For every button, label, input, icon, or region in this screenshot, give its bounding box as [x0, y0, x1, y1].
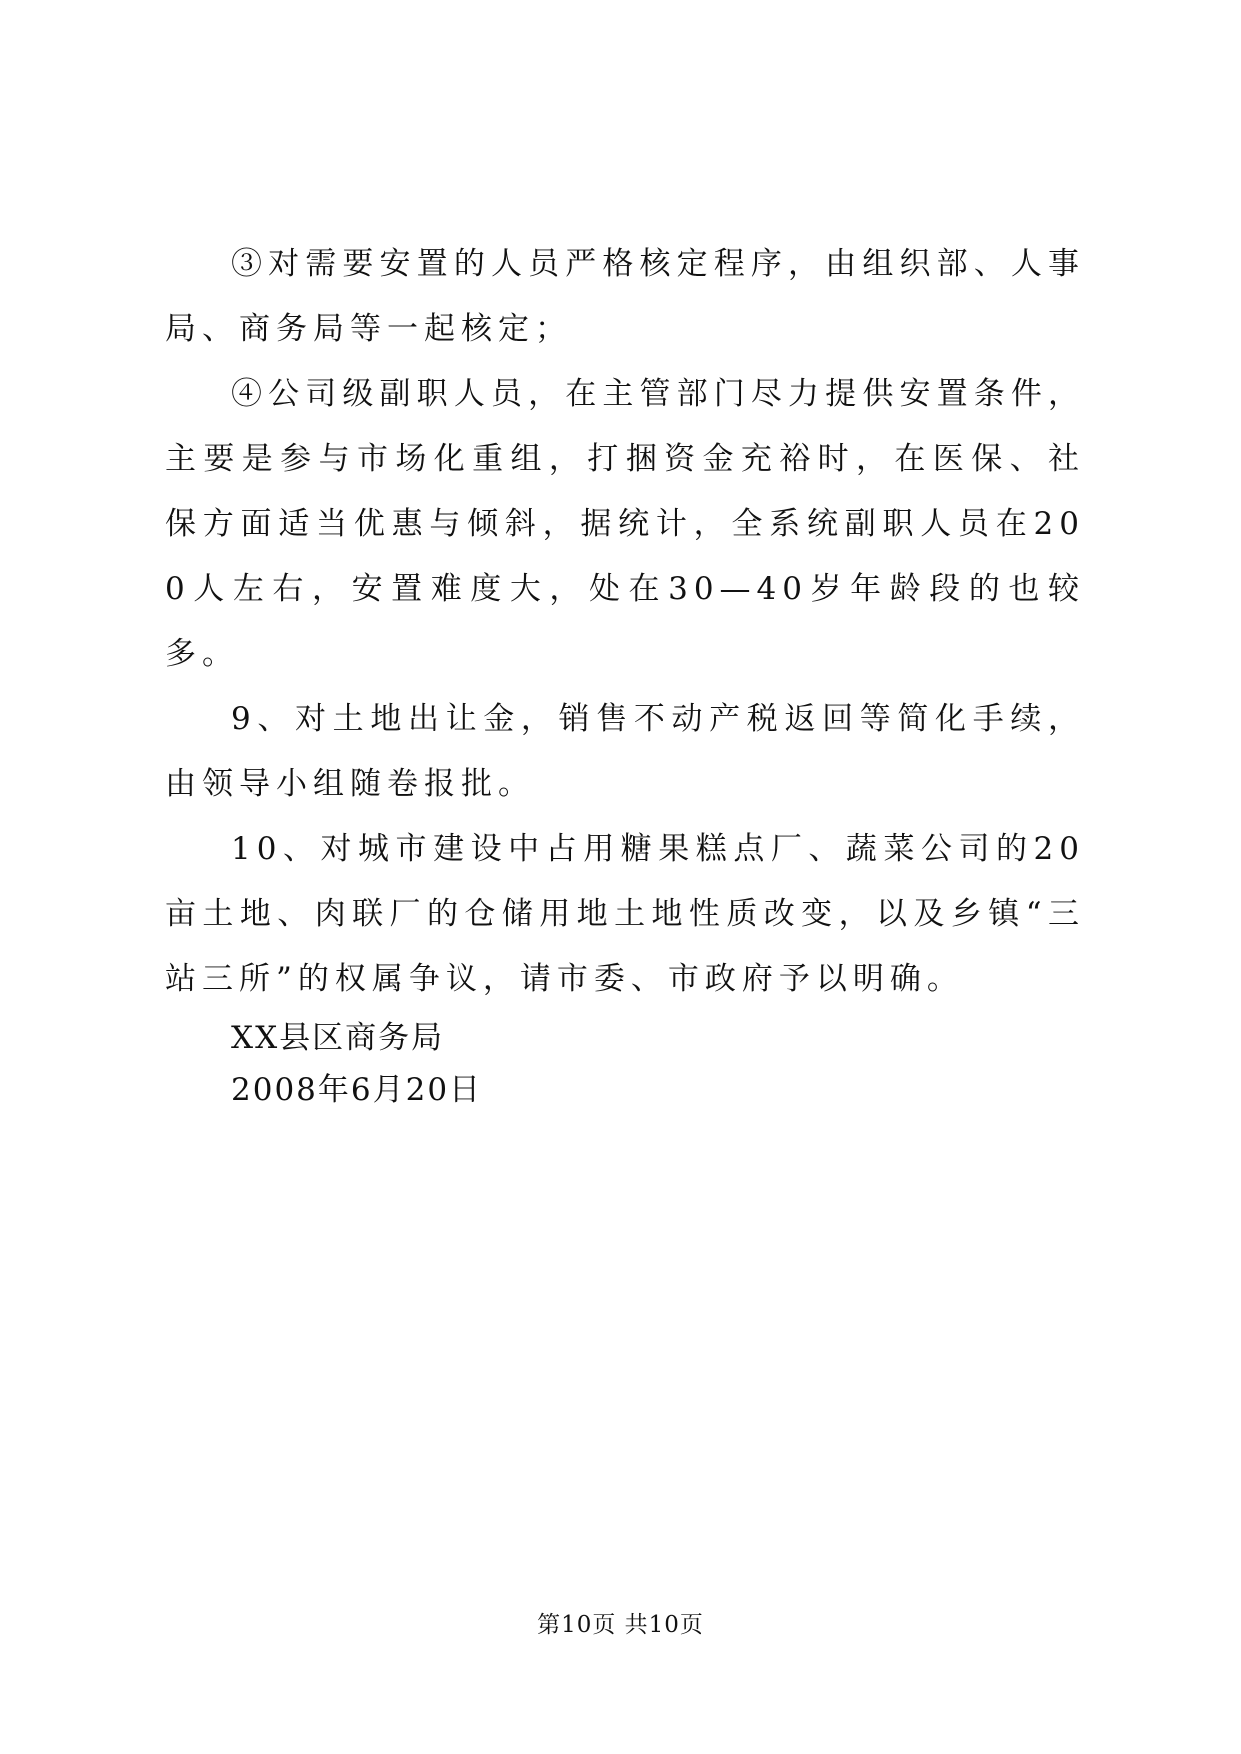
paragraph-item-4: ④公司级副职人员，在主管部门尽力提供安置条件，主要是参与市场化重组，打捆资金充裕时，在医保、社保方面适当优惠与倾斜，据统计，全系统副职人员在200人左右，安置难度大，处在30—40岁年龄段的也较多。: [165, 376, 1085, 672]
signature-organization: XX县区商务局: [231, 1020, 445, 1056]
signature-date: 2008年6月20日: [231, 1072, 483, 1108]
paragraph-item-10: 10、对城市建设中占用糖果糕点厂、蔬菜公司的20亩土地、肉联厂的仓储用地土地性质改变，以及乡镇“三站三所”的权属争议，请市委、市政府予以明确。: [165, 831, 1085, 997]
paragraph-item-3: ③对需要安置的人员严格核定程序，由组织部、人事局、商务局等一起核定；: [165, 246, 1085, 347]
document-body: [165, 232, 1085, 1116]
paragraph-item-9: 9、对土地出让金，销售不动产税返回等简化手续，由领导小组随卷报批。: [165, 701, 1085, 802]
page-number-footer: 第10页 共10页: [537, 1612, 704, 1638]
